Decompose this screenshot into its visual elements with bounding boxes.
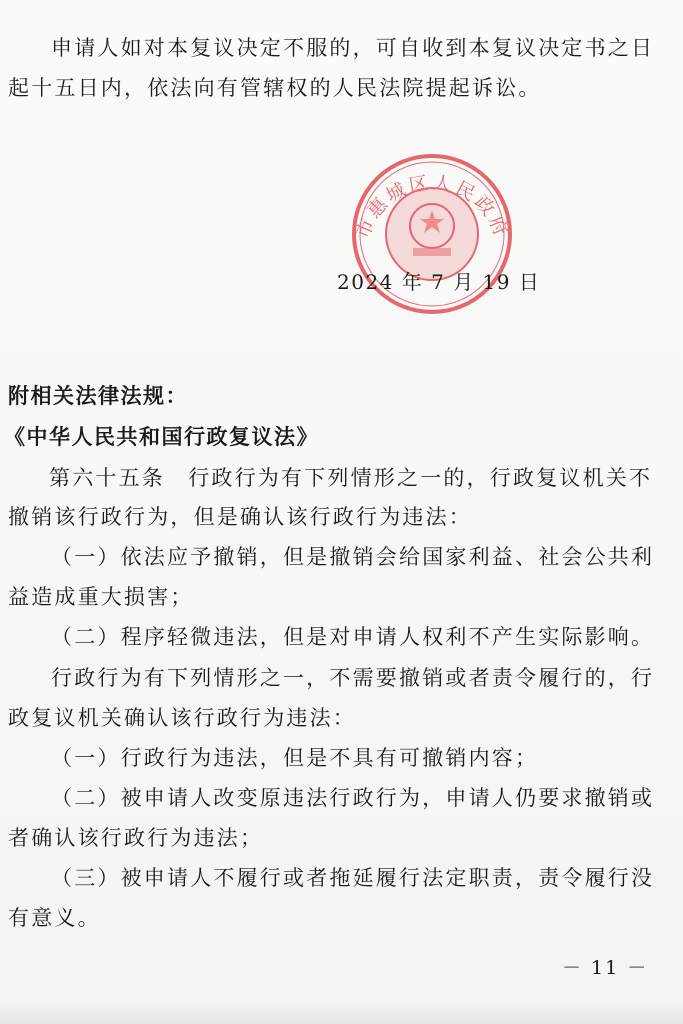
article-text-line: （三）被申请人不履行或者拖延履行法定职责，责令履行没: [51, 866, 655, 890]
article-text-line: 行政行为有下列情形之一，不需要撤销或者责令履行的，行: [51, 666, 655, 690]
appendix-heading: 附相关法律法规：: [8, 383, 188, 408]
article-text-line: 第六十五条 行政行为有下列情形之一的，行政复议机关不: [49, 466, 653, 490]
page-bottom-edge: [0, 1000, 683, 1024]
law-title: 《中华人民共和国行政复议法》: [4, 424, 319, 449]
article-text-line: 有意义。: [8, 906, 101, 930]
article-text-line: 益造成重大损害；: [8, 585, 194, 609]
decision-text-line-1: 申请人如对本复议决定不服的，可自收到本复议决定书之日: [51, 36, 655, 60]
decision-text-line-2: 起十五日内，依法向有管辖权的人民法院提起诉讼。: [8, 76, 542, 100]
article-text-line: 撤销该行政行为，但是确认该行政行为违法：: [8, 505, 472, 529]
page-number: － 11 －: [562, 957, 649, 979]
article-text-line: 者确认该行政行为违法；: [8, 826, 264, 850]
article-text-line: 政复议机关确认该行政行为违法：: [8, 706, 356, 730]
article-text-line: （一）依法应予撤销，但是撤销会给国家利益、社会公共利: [51, 545, 655, 569]
article-text-line: （二）被申请人改变原违法行政行为，申请人仍要求撤销或: [51, 786, 655, 810]
article-text-line: （二）程序轻微违法，但是对申请人权利不产生实际影响。: [51, 625, 655, 649]
seal-text: 市惠城区人民政府: [351, 171, 513, 242]
article-text-line: （一）行政行为违法，但是不具有可撤销内容；: [51, 746, 539, 770]
decision-date: 2024 年 7 月 19 日: [337, 270, 541, 294]
